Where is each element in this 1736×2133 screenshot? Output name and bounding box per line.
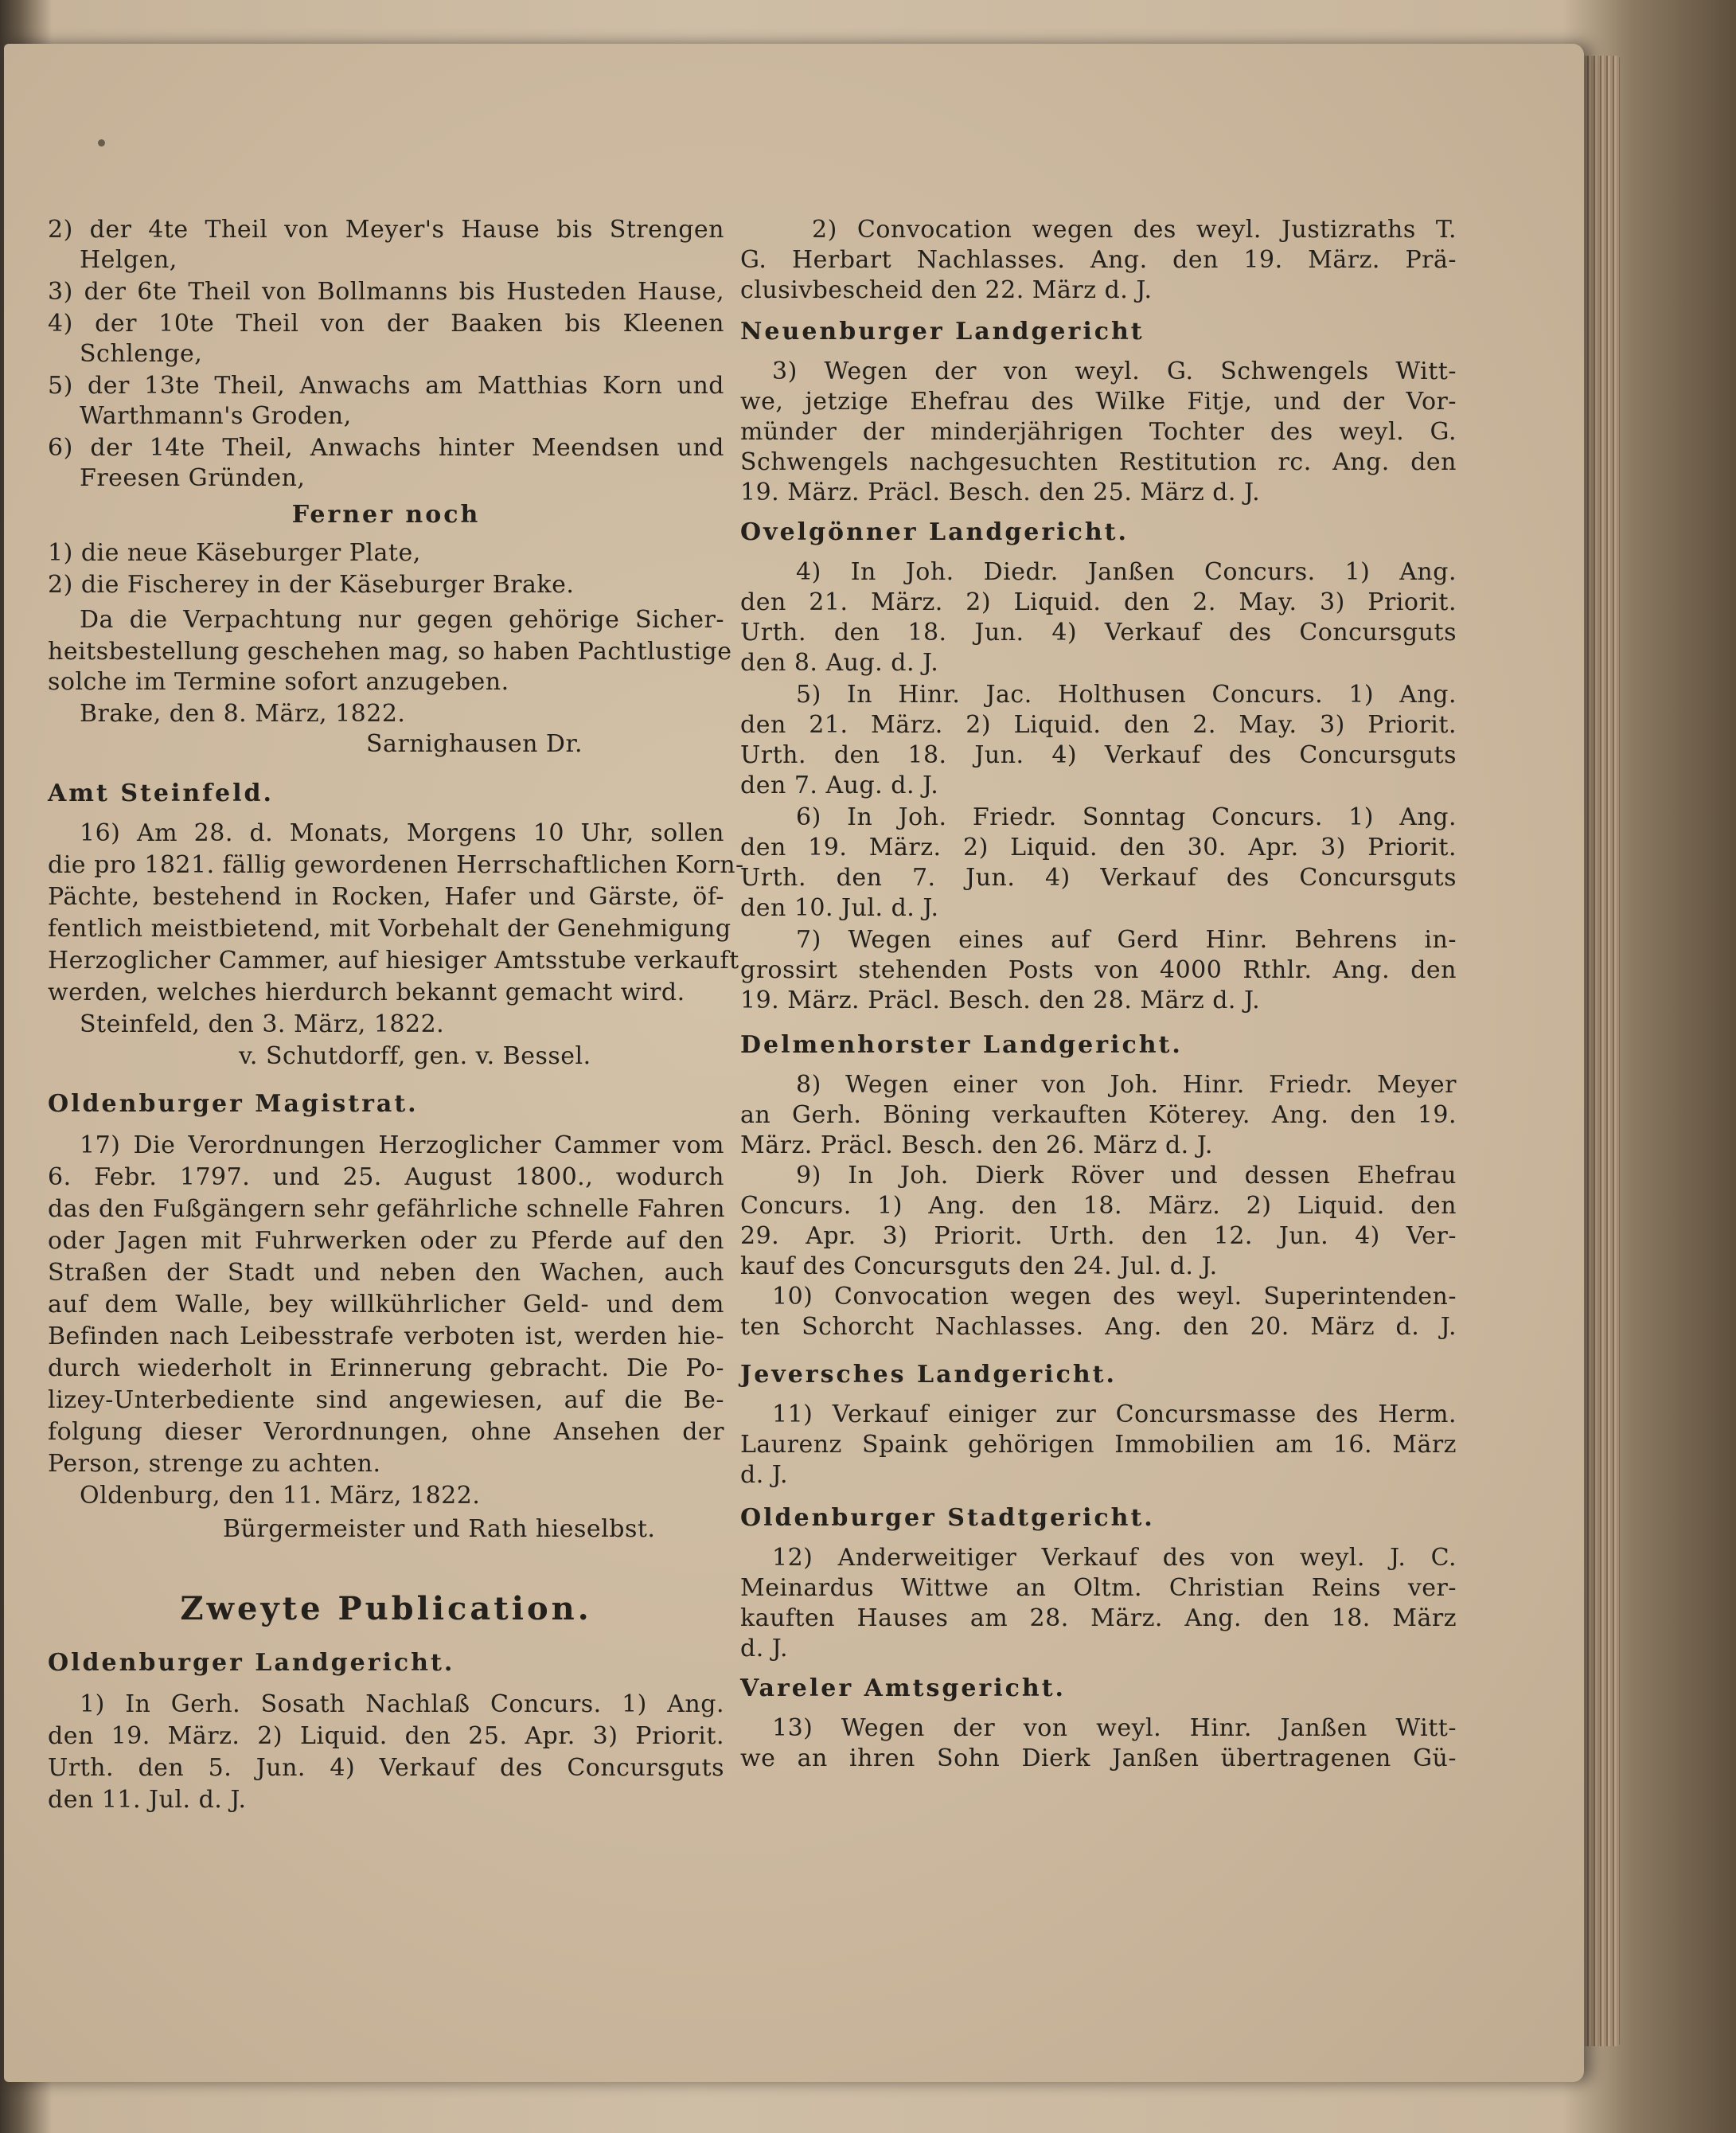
text-line: den 19. März. 2) Liquid. den 25. Apr. 3) Priorit. [48, 1722, 724, 1750]
text-line: 1) die neue Käseburger Plate, [48, 539, 421, 567]
text-line: 12) Anderweitiger Verkauf des von weyl. J. C. [772, 1544, 1457, 1572]
text-line: Laurenz Spaink gehörigen Immobilien am 16. März [740, 1431, 1457, 1459]
text-line: den 10. Jul. d. J. [740, 894, 939, 922]
publication-heading: Zweyte Publication. [180, 1590, 592, 1627]
text-line: 6) In Joh. Friedr. Sonntag Concurs. 1) Ang. [796, 803, 1457, 831]
section-heading: Oldenburger Magistrat. [48, 1090, 419, 1118]
text-line: 19. März. Präcl. Besch. den 28. März d. J. [740, 986, 1261, 1014]
text-line: münder der minderjährigen Tochter des weyl. G. [740, 418, 1457, 446]
section-heading: Vareler Amtsgericht. [740, 1674, 1066, 1702]
text-line: März. Präcl. Besch. den 26. März d. J. [740, 1131, 1213, 1159]
text-line: auf dem Walle, bey willkührlicher Geld- und dem [48, 1291, 724, 1318]
dateline: Steinfeld, den 3. März, 1822. [80, 1010, 445, 1038]
text-line: clusivbescheid den 22. März d. J. [740, 276, 1153, 304]
book-page [4, 44, 1584, 2082]
section-heading: Amt Steinfeld. [48, 779, 274, 807]
text-line: 8) Wegen einer von Joh. Hinr. Friedr. Meyer [796, 1071, 1457, 1099]
text-line: fentlich meistbietend, mit Vorbehalt der Genehmigung [48, 915, 731, 943]
text-line: Helgen, [80, 246, 178, 274]
text-line: 11) Verkauf einiger zur Concursmasse des Herm. [772, 1401, 1457, 1428]
text-line: durch wiederholt in Erinnerung gebracht. Die Po- [48, 1354, 724, 1382]
text-line: Da die Verpachtung nur gegen gehörige Sicher- [80, 606, 724, 634]
text-line: 7) Wegen eines auf Gerd Hinr. Behrens in- [796, 926, 1457, 954]
text-line: Pächte, bestehend in Rocken, Hafer und Gärste, öf- [48, 883, 724, 911]
text-line: an Gerh. Böning verkauften Köterey. Ang. den 19. [740, 1101, 1457, 1129]
text-line: Freesen Gründen, [80, 464, 306, 492]
text-line: heitsbestellung geschehen mag, so haben Pachtlustige [48, 638, 732, 666]
signature-line: Bürgermeister und Rath hieselbst. [223, 1515, 656, 1543]
text-line: Meinardus Wittwe an Oltm. Christian Reins ver- [740, 1574, 1457, 1602]
text-line: 3) Wegen der von weyl. G. Schwengels Witt- [772, 357, 1457, 385]
text-line: 6) der 14te Theil, Anwachs hinter Meendsen und [48, 434, 724, 462]
text-line: 19. März. Präcl. Besch. den 25. März d. J. [740, 479, 1261, 506]
text-line: ten Schorcht Nachlasses. Ang. den 20. März d. J. [740, 1313, 1457, 1341]
dateline: Brake, den 8. März, 1822. [80, 700, 406, 728]
text-line: kauften Hauses am 28. März. Ang. den 18. März [740, 1604, 1457, 1632]
text-line: d. J. [740, 1635, 789, 1662]
text-line: 5) der 13te Theil, Anwachs am Matthias Korn und [48, 372, 724, 400]
text-line: Urth. den 7. Jun. 4) Verkauf des Concursguts [740, 864, 1457, 892]
text-line: den 11. Jul. d. J. [48, 1786, 247, 1814]
text-line: G. Herbart Nachlasses. Ang. den 19. März. Prä- [740, 246, 1457, 274]
text-line: Urth. den 18. Jun. 4) Verkauf des Concursguts [740, 741, 1457, 769]
text-line: den 21. März. 2) Liquid. den 2. May. 3) Priorit. [740, 711, 1457, 739]
text-line: we an ihren Sohn Dierk Janßen übertragenen Gü- [740, 1744, 1457, 1772]
ink-spot [98, 139, 105, 146]
text-line: 2) Convocation wegen des weyl. Justizraths T. [812, 216, 1457, 244]
section-heading: Jeversches Landgericht. [740, 1361, 1117, 1389]
text-line: kauf des Concursguts den 24. Jul. d. J. [740, 1252, 1218, 1280]
text-line: we, jetzige Ehefrau des Wilke Fitje, und der Vor- [740, 388, 1457, 416]
text-line: den 8. Aug. d. J. [740, 649, 939, 677]
text-line: Person, strenge zu achten. [48, 1450, 381, 1478]
text-line: oder Jagen mit Fuhrwerken oder zu Pferde auf den [48, 1227, 724, 1255]
text-line: grossirt stehenden Posts von 4000 Rthlr. Ang. den [740, 956, 1457, 984]
text-line: Befinden nach Leibesstrafe verboten ist, werden hie- [48, 1322, 724, 1350]
text-line: 2) der 4te Theil von Meyer's Hause bis Strengen [48, 216, 724, 244]
dateline: Oldenburg, den 11. März, 1822. [80, 1482, 481, 1510]
text-line: den 21. März. 2) Liquid. den 2. May. 3) Priorit. [740, 588, 1457, 616]
text-line: 9) In Joh. Dierk Röver und dessen Ehefrau [796, 1162, 1457, 1190]
text-line: 1) In Gerh. Sosath Nachlaß Concurs. 1) Ang. [80, 1690, 724, 1718]
text-line: 5) In Hinr. Jac. Holthusen Concurs. 1) Ang. [796, 681, 1457, 709]
text-line: 17) Die Verordnungen Herzoglicher Cammer vom [80, 1131, 724, 1159]
text-line: d. J. [740, 1461, 789, 1489]
text-line: lizey-Unterbediente sind angewiesen, auf die Be- [48, 1386, 724, 1414]
text-line: 4) der 10te Theil von der Baaken bis Kleenen [48, 310, 724, 338]
text-line: Straßen der Stadt und neben den Wachen, auch [48, 1259, 724, 1287]
text-line: 6. Febr. 1797. und 25. August 1800., wodurch [48, 1163, 724, 1191]
section-heading: Ovelgönner Landgericht. [740, 518, 1129, 546]
text-line: 16) Am 28. d. Monats, Morgens 10 Uhr, sollen [80, 819, 724, 847]
section-heading: Oldenburger Landgericht. [48, 1649, 455, 1677]
text-line: die pro 1821. fällig gewordenen Herrschaftlichen Korn- [48, 851, 744, 879]
text-line: 29. Apr. 3) Priorit. Urth. den 12. Jun. 4) Ver- [740, 1222, 1457, 1250]
text-line: Urth. den 5. Jun. 4) Verkauf des Concursguts [48, 1754, 724, 1782]
text-line: Warthmann's Groden, [80, 402, 352, 430]
text-line: solche im Termine sofort anzugeben. [48, 668, 509, 696]
text-line: Schwengels nachgesuchten Restitution rc. Ang. den [740, 448, 1457, 476]
text-line: das den Fußgängern sehr gefährliche schnelle Fahren [48, 1195, 726, 1223]
text-line: 3) der 6te Theil von Bollmanns bis Husteden Hause, [48, 278, 724, 306]
text-line: 4) In Joh. Diedr. Janßen Concurs. 1) Ang. [796, 558, 1457, 586]
text-line: folgung dieser Verordnungen, ohne Ansehen der [48, 1418, 724, 1446]
text-line: Herzoglicher Cammer, auf hiesiger Amtsstube verkauft [48, 947, 739, 975]
text-line: Urth. den 18. Jun. 4) Verkauf des Concursguts [740, 619, 1457, 647]
section-heading: Delmenhorster Landgericht. [740, 1031, 1183, 1059]
subheading-ferner-noch: Ferner noch [291, 501, 481, 529]
signature-line: Sarnighausen Dr. [366, 730, 583, 758]
text-line: 2) die Fischerey in der Käseburger Brake. [48, 571, 575, 599]
text-line: 13) Wegen der von weyl. Hinr. Janßen Witt- [772, 1714, 1457, 1742]
section-heading: Neuenburger Landgericht [740, 318, 1145, 346]
text-line: den 19. März. 2) Liquid. den 30. Apr. 3) Priorit. [740, 834, 1457, 861]
signature-line: v. Schutdorff, gen. v. Bessel. [239, 1042, 591, 1070]
text-line: den 7. Aug. d. J. [740, 772, 939, 799]
text-line: Schlenge, [80, 340, 203, 368]
text-line: werden, welches hierdurch bekannt gemacht wird. [48, 979, 685, 1006]
section-heading: Oldenburger Stadtgericht. [740, 1504, 1155, 1532]
text-line: 10) Convocation wegen des weyl. Superintenden- [772, 1283, 1457, 1311]
text-line: Concurs. 1) Ang. den 18. März. 2) Liquid. den [740, 1192, 1457, 1220]
